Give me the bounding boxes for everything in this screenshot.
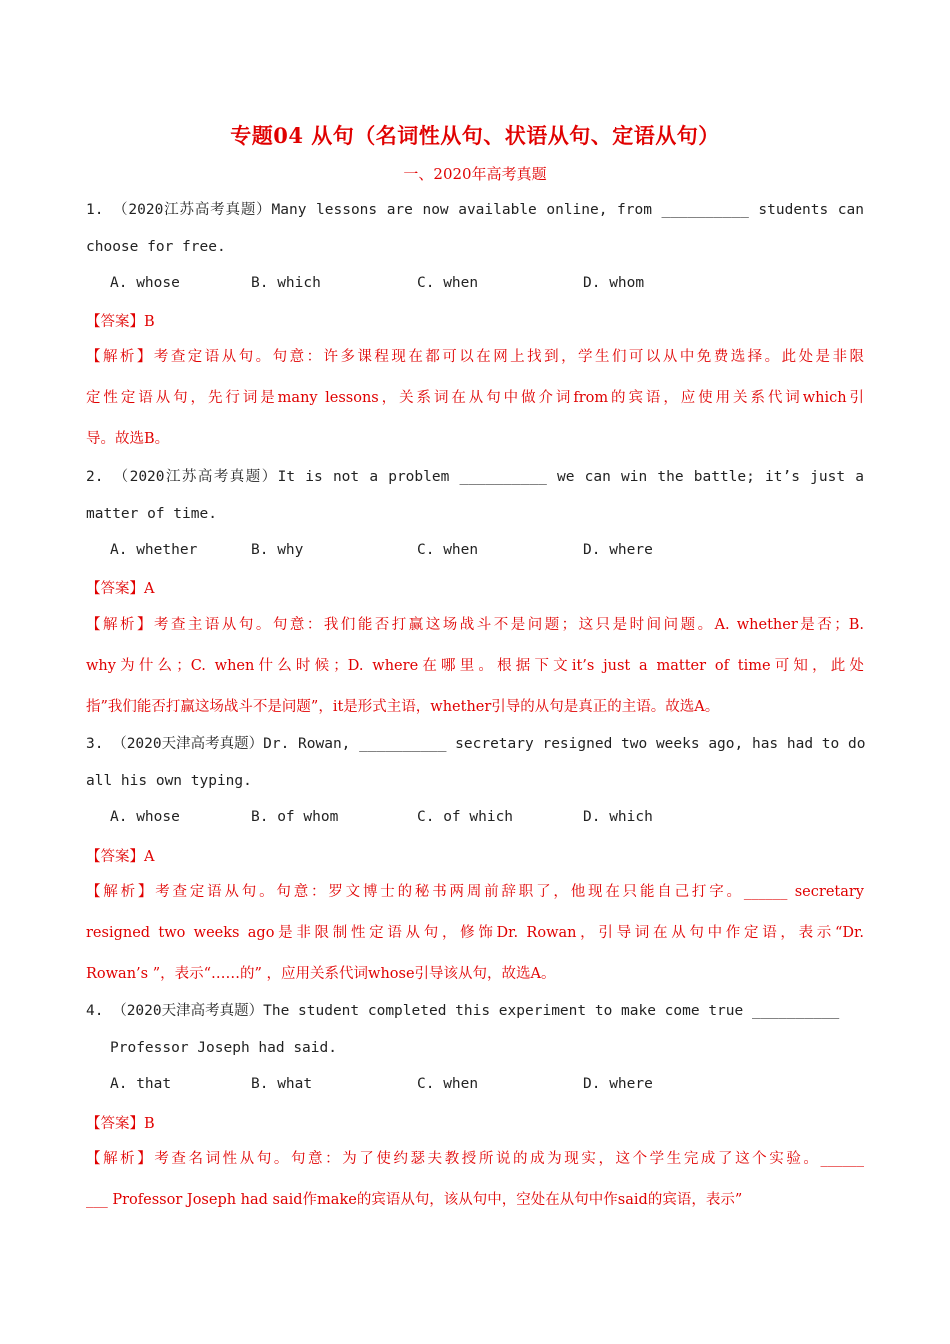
question-4-option-c: C. when bbox=[417, 1076, 479, 1092]
question-2-stem: 2. （2020江苏高考真题）It is not a problem __________ we can win the battle; it’s just a bbox=[86, 469, 864, 485]
question-4-analysis-line-2: ___ Professor Joseph had said作make的宾语从句，该从句中，空处在从句中作said的宾语，表示” bbox=[86, 1192, 743, 1208]
question-3-option-b: B. of whom bbox=[251, 809, 339, 825]
question-4-analysis-line-1: 【解析】考查名词性从句。句意：为了使约瑟夫教授所说的成为现实，这个学生完成了这个实验。______ bbox=[86, 1151, 864, 1167]
question-3-analysis-line-1: 【解析】考查定语从句。句意：罗文博士的秘书两周前辞职了，他现在只能自己打字。______ secretary bbox=[86, 884, 864, 900]
question-2-option-b: B. why bbox=[251, 542, 304, 558]
question-1-analysis-line-1: 【解析】考查定语从句。句意：许多课程现在都可以在网上找到，学生们可以从中免费选择。此处是非限 bbox=[86, 349, 864, 365]
question-2-analysis-line-2: why为什么；C. when什么时候；D. where在哪里。根据下文it’s just a matter of time可知，此处 bbox=[86, 658, 864, 674]
question-4-stem: 4. （2020天津高考真题）The student completed this experiment to make come true __________ bbox=[86, 1003, 840, 1019]
question-3-stem: 3. （2020天津高考真题）Dr. Rowan, __________ secretary resigned two weeks ago, has had to do bbox=[86, 736, 866, 752]
question-1-option-c: C. when bbox=[417, 275, 479, 291]
question-2-analysis-line-3: 指”我们能否打赢这场战斗不是问题”，it是形式主语，whether引导的从句是真正的主语。故选A。 bbox=[86, 699, 720, 715]
question-3-option-c: C. of which bbox=[417, 809, 514, 825]
section-heading: 一、2020年高考真题 bbox=[403, 165, 547, 183]
question-4-option-a: A. that bbox=[110, 1076, 172, 1092]
question-2-option-a: A. whether bbox=[110, 542, 198, 558]
question-2-analysis-line-1: 【解析】考查主语从句。句意：我们能否打赢这场战斗不是问题；这只是时间问题。A. whether是否；B. bbox=[86, 617, 864, 633]
page-title: 专题04 从句（名词性从句、状语从句、定语从句） bbox=[230, 123, 720, 148]
question-3-analysis-line-2: resigned two weeks ago是非限制性定语从句，修饰Dr. Rowan，引导词在从句中作定语，表示“Dr. bbox=[86, 925, 864, 941]
question-4-option-b: B. what bbox=[251, 1076, 313, 1092]
question-3-stem-cont: all his own typing. bbox=[86, 773, 252, 789]
question-2-option-c: C. when bbox=[417, 542, 479, 558]
question-4-option-d: D. where bbox=[583, 1076, 653, 1092]
question-3-answer: 【答案】A bbox=[86, 849, 155, 865]
question-1-analysis-line-3: 导。故选B。 bbox=[86, 431, 170, 447]
question-2-stem-cont: matter of time. bbox=[86, 506, 217, 522]
question-3-option-a: A. whose bbox=[110, 809, 180, 825]
question-1-option-d: D. whom bbox=[583, 275, 645, 291]
question-2-option-d: D. where bbox=[583, 542, 653, 558]
question-3-analysis-line-3: Rowan’s ”，表示“……的” ，应用关系代词whose引导该从句，故选A。 bbox=[86, 966, 556, 982]
question-1-option-a: A. whose bbox=[110, 275, 180, 291]
question-1-stem: 1. （2020江苏高考真题）Many lessons are now available online, from __________ students can bbox=[86, 202, 864, 218]
question-1-answer: 【答案】B bbox=[86, 314, 155, 330]
question-4-answer: 【答案】B bbox=[86, 1116, 155, 1132]
question-1-analysis-line-2: 定性定语从句，先行词是many lessons，关系词在从句中做介词from的宾语，应使用关系代词which引 bbox=[86, 390, 864, 406]
question-2-answer: 【答案】A bbox=[86, 581, 155, 597]
question-4-stem-cont: Professor Joseph had said. bbox=[110, 1040, 337, 1056]
question-1-option-b: B. which bbox=[251, 275, 321, 291]
question-1-stem-cont: choose for free. bbox=[86, 239, 226, 255]
question-3-option-d: D. which bbox=[583, 809, 653, 825]
